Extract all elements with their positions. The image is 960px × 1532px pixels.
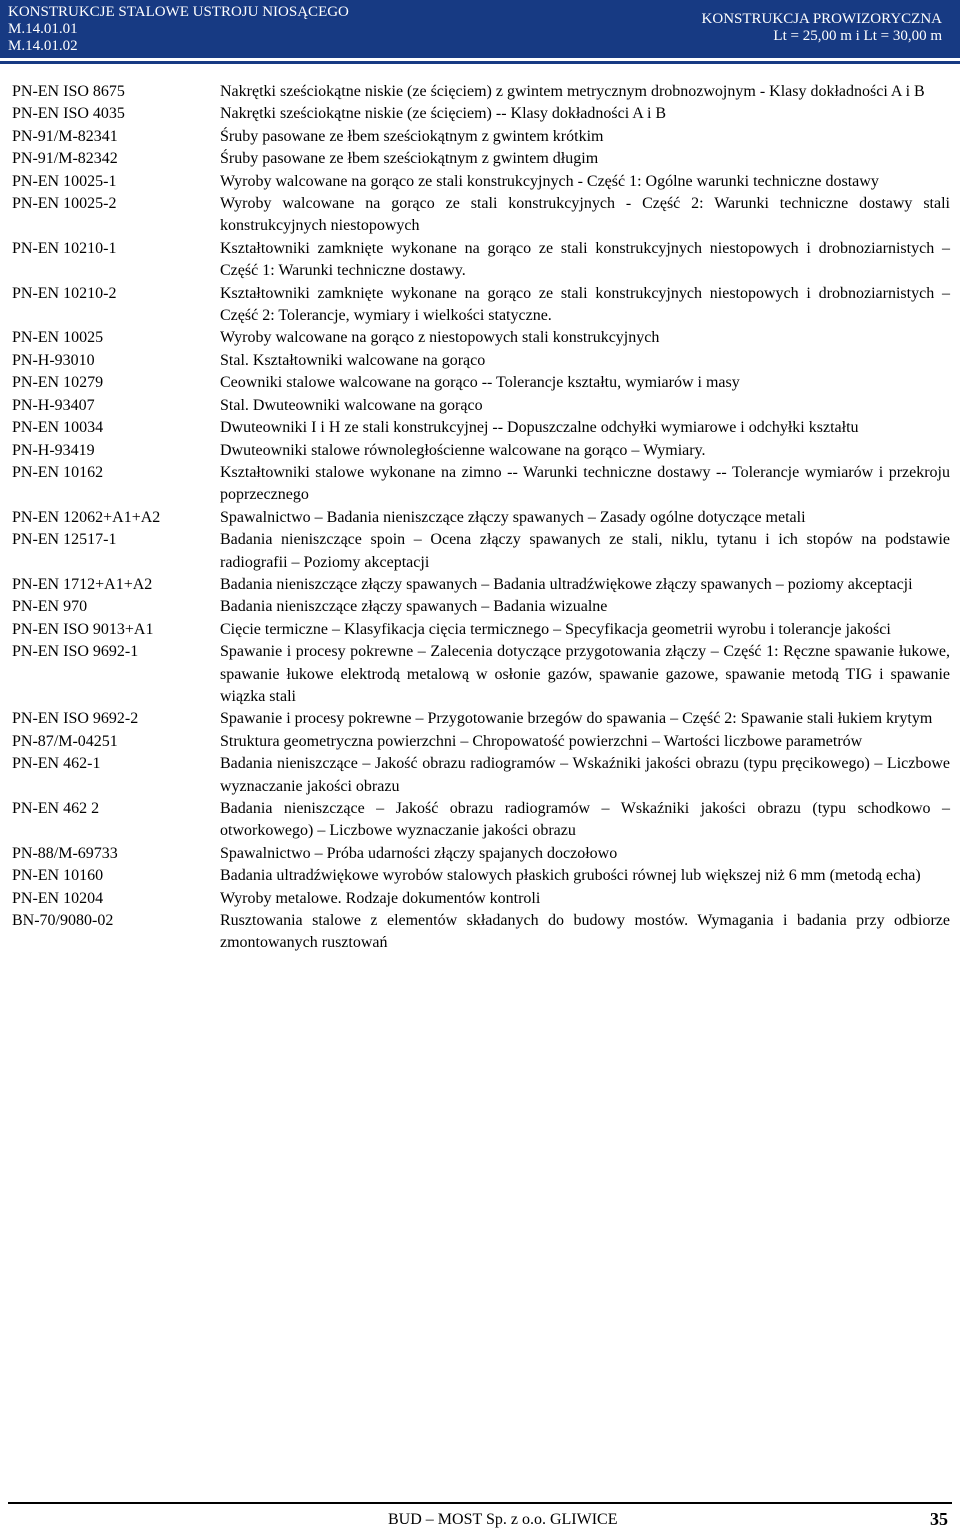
reference-row	[12, 574, 950, 596]
standard-code-column	[12, 619, 220, 641]
standard-code-column	[12, 529, 220, 574]
standard-description: Kształtowniki zamknięte wykonane na gorąco ze stali konstrukcyjnych niestopowych i drobnoziarnistych – Część 1: Warunki techniczne dostawy.	[220, 239, 950, 280]
reference-row	[12, 596, 950, 618]
standard-description-column	[220, 731, 950, 753]
standard-code-column	[12, 507, 220, 529]
standard-code: PN-H-93407	[12, 396, 95, 414]
standard-code: PN-EN 10025	[12, 329, 104, 347]
reference-row	[12, 865, 950, 887]
standard-description-column	[220, 171, 950, 193]
standard-code: BN-70/9080-02	[12, 912, 114, 930]
standard-description-column	[220, 148, 950, 170]
reference-row	[12, 888, 950, 955]
standard-code: PN-EN 10210-1	[12, 239, 117, 257]
reference-row	[12, 171, 950, 193]
standard-description-column	[220, 888, 950, 955]
footer-divider	[8, 1502, 952, 1504]
standard-description-column	[220, 708, 950, 730]
reference-row	[12, 798, 950, 843]
standard-code-column	[12, 596, 220, 618]
standard-description-column	[220, 843, 950, 865]
standard-code: PN-EN 10162	[12, 463, 104, 481]
standard-description: Ceowniki stalowe walcowane na gorąco -- Tolerancje kształtu, wymiarów i masy	[220, 374, 740, 392]
standard-description: Spawalnictwo – Próba udarności złączy spajanych doczołowo	[220, 844, 618, 862]
standard-description: Struktura geometryczna powierzchni – Chropowatość powierzchni – Wartości liczbowe parametrów	[220, 732, 863, 750]
reference-row	[12, 103, 950, 125]
standard-code-column	[12, 753, 220, 798]
standard-description-column	[220, 103, 950, 125]
standard-code: PN-EN ISO 9692-2	[12, 710, 139, 728]
standard-description-column	[220, 619, 950, 641]
standard-description: Badania nieniszczące spoin – Ocena złączy spawanych ze stali, niklu, tytanu i ich stopów na podstawie radiografii – Poziomy akceptacji	[220, 531, 950, 571]
standard-description: Wyroby walcowane na gorąco ze stali konstrukcyjnych - Część 2: Warunki techniczne dostawy stali konstrukcyjnych niestopowych	[220, 195, 950, 235]
standard-code-column	[12, 888, 220, 955]
standard-description-column	[220, 753, 950, 798]
standard-code-column	[12, 798, 220, 843]
standards-reference-list	[12, 81, 950, 955]
standard-code: PN-EN 10034	[12, 419, 104, 437]
reference-row	[12, 238, 950, 283]
standard-description: Wyroby metalowe. Rodzaje dokumentów kontroli	[220, 889, 541, 907]
standard-description: Kształtowniki stalowe wykonane na zimno -- Warunki techniczne dostawy -- Tolerancje wymiarów i przekroju poprzecznego	[220, 463, 950, 504]
header-right	[702, 11, 942, 45]
standard-code: PN-EN ISO 9013+A1	[12, 620, 154, 638]
standard-description: Nakrętki sześciokątne niskie (ze ścięciem) z gwintem metrycznym drobnozwojnym - Klasy dokładności A i B	[220, 83, 925, 100]
reference-row	[12, 462, 950, 507]
reference-row	[12, 641, 950, 708]
standard-code-column	[12, 708, 220, 730]
header-spec-code-2: M.14.01.02	[8, 38, 78, 54]
reference-row	[12, 619, 950, 641]
reference-row	[12, 417, 950, 439]
reference-row	[12, 81, 950, 103]
standard-code-column	[12, 327, 220, 417]
standard-code-column	[12, 81, 220, 103]
standard-code: PN-EN 10025-1	[12, 172, 117, 190]
reference-row	[12, 708, 950, 730]
standard-description: Śruby pasowane ze łbem sześciokątnym z gwintem krótkim	[220, 127, 604, 145]
standard-code: PN-91/M-82342	[12, 150, 118, 168]
standard-description-column	[220, 283, 950, 328]
standard-code-column	[12, 126, 220, 148]
standard-code-column	[12, 238, 220, 283]
standard-code: PN-91/M-82341	[12, 127, 118, 145]
header-span-lengths: Lt = 25,00 m i Lt = 30,00 m	[773, 28, 942, 44]
standard-description: Wyroby walcowane na gorąco ze stali konstrukcyjnych - Część 1: Ogólne warunki techniczne dostawy	[220, 172, 879, 190]
reference-row	[12, 507, 950, 529]
standard-code: PN-EN ISO 8675	[12, 83, 125, 100]
header-document-title: KONSTRUKCJE STALOWE USTROJU NIOSĄCEGO	[8, 4, 349, 20]
standard-description-column	[220, 417, 950, 439]
standard-code: PN-EN 10025-2	[12, 195, 117, 213]
standard-code-column	[12, 440, 220, 462]
standard-description-column	[220, 462, 950, 507]
header-spec-code-1: M.14.01.01	[8, 21, 78, 37]
standard-code: PN-EN 970	[12, 598, 88, 616]
standard-description: Śruby pasowane ze łbem sześciokątnym z gwintem długim	[220, 150, 599, 168]
standard-description: Badania nieniszczące – Jakość obrazu radiogramów – Wskaźniki jakości obrazu (typu pręcikowego) – Liczbowe wyznaczanie jakości obrazu	[220, 755, 950, 795]
standard-code: PN-87/M-04251	[12, 732, 118, 750]
standard-description-column	[220, 238, 950, 283]
standard-description-column	[220, 865, 950, 887]
standard-code-column	[12, 865, 220, 887]
standard-code: PN-EN 10279	[12, 374, 104, 392]
standard-description: Badania ultradźwiękowe wyrobów stalowych płaskich grubości równej lub większej niż 6 mm (metodą echa)	[220, 867, 921, 885]
standard-description: Nakrętki sześciokątne niskie (ze ścięciem) -- Klasy dokładności A i B	[220, 105, 667, 123]
standard-code-column	[12, 148, 220, 170]
reference-row	[12, 126, 950, 148]
standard-description: Dwuteowniki I i H ze stali konstrukcyjnej -- Dopuszczalne odchyłki wymiarowe i odchyłki kształtu	[220, 419, 859, 437]
standard-description: Stal. Dwuteowniki walcowane na gorąco	[220, 396, 483, 414]
standard-code-column	[12, 462, 220, 507]
reference-row	[12, 193, 950, 238]
reference-row	[12, 843, 950, 865]
standard-description: Badania nieniszczące – Jakość obrazu radiogramów – Wskaźniki jakości obrazu (typu schodkowo – otworkowego) – Liczbowe wyznaczanie jakości obrazu	[220, 800, 950, 840]
standard-description-column	[220, 798, 950, 843]
standard-code: PN-EN 10204	[12, 889, 104, 907]
standard-code: PN-EN 12517-1	[12, 531, 117, 549]
standard-description-column	[220, 327, 950, 417]
reference-row	[12, 529, 950, 574]
standard-description: Wyroby walcowane na gorąco z niestopowych stali konstrukcyjnych	[220, 329, 660, 347]
standard-description-column	[220, 641, 950, 708]
standard-code-column	[12, 283, 220, 328]
page-number: 35	[930, 1509, 948, 1529]
reference-row	[12, 283, 950, 328]
standard-code-column	[12, 171, 220, 193]
standard-description-column	[220, 529, 950, 574]
standard-description: Kształtowniki zamknięte wykonane na gorąco ze stali konstrukcyjnych niestopowych i drobnoziarnistych – Część 2: Tolerancje, wymiary i wielkości statyczne.	[220, 284, 950, 325]
standard-description-column	[220, 596, 950, 618]
standard-code-column	[12, 574, 220, 596]
standard-code: PN-EN 1712+A1+A2	[12, 575, 153, 593]
standard-description-column	[220, 81, 950, 103]
standard-code: PN-H-93010	[12, 351, 95, 369]
standard-description: Rusztowania stalowe z elementów składanych do budowy mostów. Wymagania i badania przy odbiorze zmontowanych rusztowań	[220, 912, 950, 952]
header-left	[8, 4, 349, 55]
standard-description-column	[220, 440, 950, 462]
standard-code: PN-EN 462-1	[12, 755, 101, 773]
standard-code-column	[12, 103, 220, 125]
standard-description-column	[220, 507, 950, 529]
header-divider	[0, 61, 960, 64]
standard-code: PN-EN ISO 4035	[12, 105, 125, 123]
standard-description-column	[220, 574, 950, 596]
standard-description: Badania nieniszczące złączy spawanych – Badania wizualne	[220, 598, 608, 616]
standard-description: Cięcie termiczne – Klasyfikacja cięcia termicznego – Specyfikacja geometrii wyrobu i tolerancje jakości	[220, 620, 891, 638]
standard-description: Badania nieniszczące złączy spawanych – Badania ultradźwiękowe złączy spawanych – poziomy akceptacji	[220, 575, 913, 593]
footer-company: BUD – MOST Sp. z o.o. GLIWICE	[388, 1511, 618, 1528]
reference-row	[12, 731, 950, 753]
standard-code: PN-EN ISO 9692-1	[12, 643, 139, 661]
standard-description: Spawalnictwo – Badania nieniszczące złączy spawanych – Zasady ogólne dotyczące metali	[220, 508, 806, 526]
reference-row	[12, 148, 950, 170]
standard-code-column	[12, 843, 220, 865]
standard-code: PN-88/M-69733	[12, 844, 118, 862]
standard-code: PN-EN 10210-2	[12, 284, 117, 302]
standard-description: Spawanie i procesy pokrewne – Przygotowanie brzegów do spawania – Część 2: Spawanie stali łukiem krytym	[220, 710, 933, 728]
standard-description-column	[220, 126, 950, 148]
standard-code-column	[12, 731, 220, 753]
standard-code: PN-EN 462 2	[12, 800, 100, 817]
standard-description-column	[220, 193, 950, 238]
standard-description: Dwuteowniki stalowe równoległościenne walcowane na gorąco – Wymiary.	[220, 441, 706, 459]
standard-code: PN-EN 12062+A1+A2	[12, 508, 161, 526]
standard-description: Stal. Kształtowniki walcowane na gorąco	[220, 351, 486, 369]
header-structure-title: KONSTRUKCJA PROWIZORYCZNA	[701, 11, 942, 27]
page-header	[0, 0, 960, 58]
standard-code-column	[12, 641, 220, 708]
standard-description: Spawanie i procesy pokrewne – Zalecenia dotyczące przygotowania złączy – Część 1: Ręczne spawanie łukowe, spawanie łukowe elektrodą metalową w osłonie gazów, spawanie gazowe, spawanie metodą TIG i spawanie wiązka stali	[220, 643, 950, 705]
standard-code: PN-H-93419	[12, 441, 95, 459]
standard-code-column	[12, 193, 220, 238]
reference-row	[12, 440, 950, 462]
reference-row	[12, 753, 950, 798]
standard-code: PN-EN 10160	[12, 867, 104, 885]
standard-code-column	[12, 417, 220, 439]
reference-row	[12, 327, 950, 417]
